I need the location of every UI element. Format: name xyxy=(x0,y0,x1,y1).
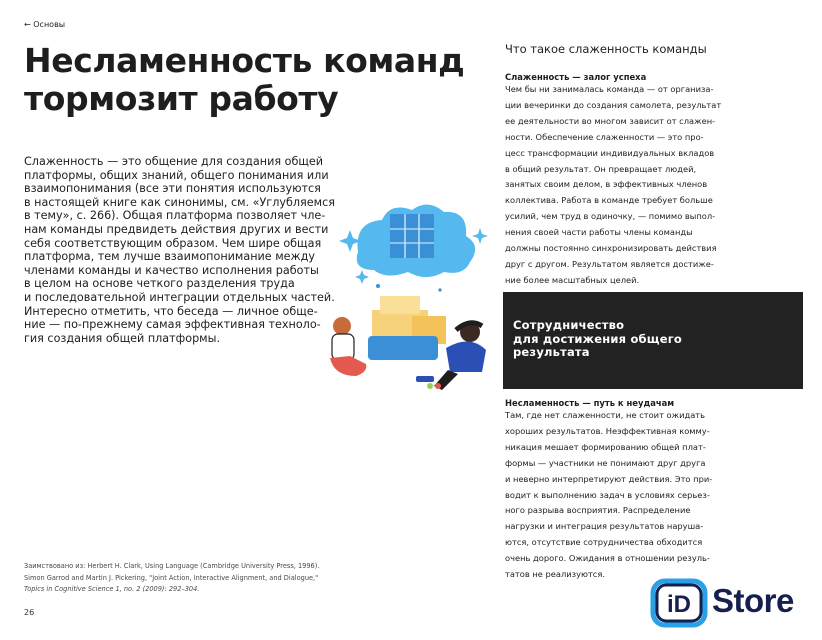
body-line: Чем бы ни занималась команда — от организа- xyxy=(505,84,714,94)
lead-line: взаимопонимания (все эти понятия используются xyxy=(24,182,321,196)
body-line: ее деятельности во многом зависит от слажен- xyxy=(505,115,716,126)
lead-line: в настоящей книге как синонимы, см. «Углубляемся xyxy=(24,195,335,209)
body-line: татов не реализуются. xyxy=(505,569,606,580)
teamwork-illustration xyxy=(320,200,510,404)
body-line: ного разрыва восприятия. Распределение xyxy=(505,505,691,516)
person-head xyxy=(333,317,351,335)
body-line: друг с другом. Результатом является достиже- xyxy=(505,258,714,269)
body-line: коллектива. Работа в команде требует больше xyxy=(505,195,713,206)
title-line: тормозит работу xyxy=(24,79,339,118)
body-line: занятых своим делом, в эффективных членов xyxy=(505,179,708,190)
sparkle-icon xyxy=(355,270,369,284)
title-line: Несламенность команд xyxy=(24,41,465,80)
body-line: усилий, чем труд в одиночку, — помимо выпол- xyxy=(505,211,716,222)
section2-title: Несламенность — путь к неудачам xyxy=(505,398,675,408)
section1-body xyxy=(505,82,745,289)
platform-shape xyxy=(368,336,438,360)
lead-line: гия создания общей платформы. xyxy=(24,331,221,345)
illustration-svg xyxy=(320,200,510,400)
body-line: и неверно интерпретируют действия. Это при- xyxy=(505,473,713,484)
idstore-logo-mark xyxy=(650,578,708,628)
lead-line: Интересно отметить, что беседа — личное обще- xyxy=(24,304,318,318)
footnote xyxy=(24,561,334,596)
footnote-line: Заимствовано из: Herbert H. Clark, Using Language (Cambridge University Press, 1996). xyxy=(24,562,320,570)
body-line: хороших результатов. Неэффективная комму- xyxy=(505,425,710,436)
lead-line: нам команды предвидеть действия других и вести xyxy=(24,222,329,236)
box-line: результата xyxy=(513,345,590,360)
body-line: ние более масштабных целей. xyxy=(505,274,640,285)
page-title xyxy=(24,42,484,118)
body-line: ности. Обеспечение слаженности — это про- xyxy=(505,131,704,142)
body-line: цесс трансформации индивидуальных вкладов xyxy=(505,147,715,158)
lead-line: себя соответствующим образом. Чем шире общая xyxy=(24,236,322,250)
body-line: никация мешает формированию общей плат- xyxy=(505,441,706,452)
idstore-logo xyxy=(650,578,810,628)
body-line: ются, отсутствие сотрудничества обходится xyxy=(505,537,703,548)
highlight-box xyxy=(503,292,803,389)
footnote-line: Simon Garrod and Martin J. Pickering, "Joint Action, Interactive Alignment, and Dialogue," xyxy=(24,573,319,582)
lead-line: платформа, тем лучше взаимопонимание между xyxy=(24,250,315,264)
body-line: нения своей части работы члены команды xyxy=(505,227,693,238)
sparkle-icon xyxy=(472,228,488,244)
lead-line: и последовательной интеграции отдельных частей. xyxy=(24,290,335,304)
footnote-line: Topics in Cognitive Science 1, no. 2 (2009): 292–304. xyxy=(24,585,200,594)
lead-line: Слаженность — это общение для создания общей xyxy=(24,155,324,168)
lead-paragraph xyxy=(24,155,335,345)
body-line: Там, где нет слаженности, не стоит ожидать xyxy=(505,410,706,420)
section1-title: Слаженность — залог успеха xyxy=(505,72,647,82)
right-heading: Что такое слаженность команды xyxy=(505,42,707,56)
window-panel xyxy=(390,214,434,258)
body-line: формы — участники не понимают друг друга xyxy=(505,457,706,468)
lead-line: платформы, общих знаний, общего понимания или xyxy=(24,168,329,182)
lead-line: ние — по-прежнему самая эффективная техноло- xyxy=(24,318,321,332)
highlight-box-text xyxy=(513,319,682,360)
body-line: ции вечеринки до создания самолета, результат xyxy=(505,99,722,110)
box-line: Сотрудничество xyxy=(513,318,625,332)
body-line: в общий результат. Он превращает людей, xyxy=(505,163,697,174)
body-line: очень дорого. Ожидания в отношении резуль- xyxy=(505,553,710,564)
body-line: водит к выполнению задач в условиях серьез- xyxy=(505,489,710,500)
section2-body xyxy=(505,408,745,583)
lead-line: в тему», с. 266). Общая платформа позволяет чле- xyxy=(24,209,326,223)
body-line: должны постоянно синхронизировать действия xyxy=(505,243,717,254)
body-line: нагрузки и интеграция результатов наруша- xyxy=(505,521,704,532)
logo-mark-text: iD xyxy=(667,591,691,618)
lead-line: членами команды и качество исполнения работы xyxy=(24,263,319,277)
logo-text: Store xyxy=(712,582,794,619)
breadcrumb[interactable]: ← Основы xyxy=(24,20,66,29)
box-line: для достижения общего xyxy=(513,331,683,346)
lead-line: в целом на основе четкого разделения труда xyxy=(24,277,295,291)
page-number: 26 xyxy=(24,608,35,617)
